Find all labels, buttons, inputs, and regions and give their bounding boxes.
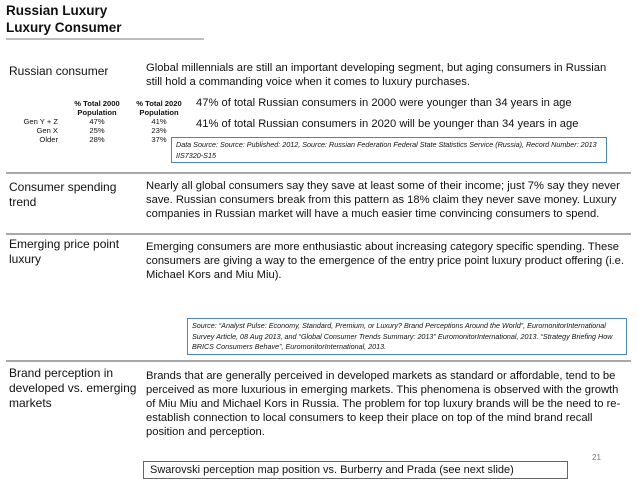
table-cell: 41% (151, 117, 167, 126)
title-divider (6, 38, 204, 40)
table-header: % Total 2020 Population (136, 99, 182, 117)
section-divider (6, 233, 631, 235)
section-label-brand-perception: Brand perception in developed vs. emerging markets (9, 366, 137, 410)
source-box-statistics: Data Source: Source: Published: 2012, Source: Russian Federation Federal State Statistics Service (Russia), Record Number: 2013 IIS7320-S15 (171, 137, 607, 163)
section-text-consumer-spending: Nearly all global consumers say they save at least some of their income; just 7% say they never save. Russian consumers break from this pattern as 18% claim they never save money. Luxury companies in Russian market will have a much easier time convincing consumers to spend. (146, 180, 620, 220)
table-cell: Older (39, 135, 58, 144)
table-row (18, 117, 190, 126)
table-header: % Total 2000 Population (74, 99, 120, 117)
table-cell: 37% (151, 135, 167, 144)
section-text-brand-perception: Brands that are generally perceived in developed markets as standard or affordable, tend to be perceived as more luxurious in emerging markets. This phenomena is observed with the growth of Miu Miu and Michael Kors in Russia. The problem for top luxury brands will be the need to re-establish connection to local consumers to keep their place on top of the mind brand recall position and perception. (146, 370, 621, 438)
table-cell: Gen Y + Z (23, 117, 58, 126)
population-table (18, 99, 190, 144)
title-line-2: Luxury Consumer (6, 20, 122, 35)
page-title (6, 2, 122, 36)
section-label-russian-consumer: Russian consumer (9, 64, 109, 78)
page-number: 21 (592, 453, 601, 462)
table-row (18, 126, 190, 135)
table-cell: 47% (89, 117, 105, 126)
section-divider (6, 360, 631, 362)
table-header (18, 99, 66, 117)
table-cell: 28% (89, 135, 105, 144)
footer-callout: Swarovski perception map position vs. Burberry and Prada (see next slide) (143, 461, 568, 479)
section-label-consumer-spending: Consumer spending trend (9, 180, 117, 209)
table-row (18, 135, 190, 144)
table-cell: 25% (89, 126, 105, 135)
table-cell: Gen X (36, 126, 58, 135)
section-text-emerging-price: Emerging consumers are more enthusiastic about increasing category specific spending. These consumers are giving a way to the emergence of the entry price point luxury product offering (i.e. Michael Kors and Miu Miu). (146, 241, 624, 281)
title-line-1: Russian Luxury (6, 3, 108, 18)
source-box-euromonitor: Source: “Analyst Pulse: Economy, Standard, Premium, or Luxury? Brand Perceptions Around the World”, EuromonitorInternational Survey Article, 08 Aug 2013, and “Global Consumer Trends Summary: 2013” EuromonitorInternational, 2013. “Strategy Briefing How BRICS Consumers Behave”, EuromonitorInternational, 2013. (187, 318, 627, 355)
stat-2020: 41% of total Russian consumers in 2020 will be younger than 34 years in age (196, 118, 579, 130)
section-text-russian-consumer: Global millennials are still an important developing segment, but aging consumers in Russian still hold a commanding voice when it comes to luxury purchases. (146, 62, 607, 88)
table-cell: 23% (151, 126, 167, 135)
section-label-emerging-price: Emerging price point luxury (9, 237, 120, 266)
stat-2000: 47% of total Russian consumers in 2000 were younger than 34 years in age (196, 97, 572, 109)
section-divider (6, 172, 631, 174)
